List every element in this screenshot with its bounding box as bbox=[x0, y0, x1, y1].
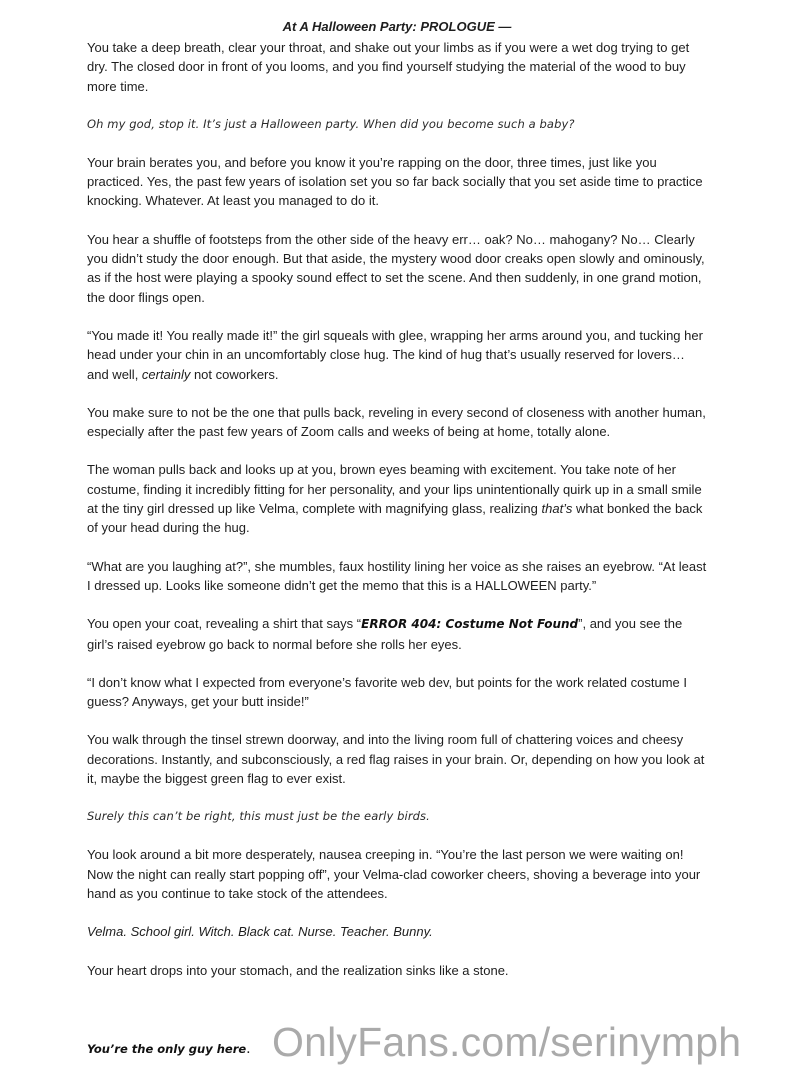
paragraph-8-text: You open your coat, revealing a shirt that says “ bbox=[87, 616, 362, 632]
paragraph-3: You hear a shuffle of footsteps from the other side of the heavy err… oak? No… mahogany? No… Clearly you didn’t study the door enough. But that aside, the mystery wood door creaks open slowly and ominously, as if the host were playing a spooky sound effect to set the scene. And then suddenly, in one grand motion, the door flings open. bbox=[87, 231, 705, 305]
paragraph-6-end: what bonked the back of your head during the hug. bbox=[87, 501, 703, 536]
final-period: . bbox=[246, 1040, 251, 1057]
paragraph-12: Your heart drops into your stomach, and the realization sinks like a stone. bbox=[87, 962, 509, 978]
final-line bbox=[87, 1040, 251, 1058]
paragraph-7: “What are you laughing at?”, she mumbles, faux hostility lining her voice as she raises an eyebrow. “At least I dressed up. Looks like someone didn’t get the memo that this is a HALLOWEEN party.” bbox=[87, 558, 707, 593]
emphasis-certainly: certainly bbox=[141, 366, 191, 382]
paragraph-1: You take a deep breath, clear your throat, and shake out your limbs as if you were a wet dog trying to get dry. The closed door in front of you looms, and you find yourself studying the material of the wood to buy more time. bbox=[87, 40, 690, 94]
inner-thought-1: Oh my god, stop it. It’s just a Halloween party. When did you become such a baby? bbox=[87, 116, 575, 131]
paragraph-10: You walk through the tinsel strewn doorway, and into the living room full of chattering voices and cheesy decorations. Instantly, and subconsciously, a red flag raises in your brain. Or, depending on how you look at it, maybe the biggest green flag to ever exist. bbox=[87, 732, 705, 787]
paragraph-9: “I don’t know what I expected from everyone’s favorite web dev, but points for the work related costume I guess? Anyways, get your butt inside!” bbox=[87, 674, 687, 710]
paragraph-11: You look around a bit more desperately, nausea creeping in. “You’re the last person we were waiting on! Now the night can really start popping off”, your Velma-clad coworker cheers, shoving a beverage into your hand as you continue to take stock of the attendees. bbox=[87, 847, 701, 901]
paragraph-4-end: not coworkers. bbox=[190, 366, 279, 382]
shirt-text: ERROR 404: Costume Not Found bbox=[361, 617, 579, 632]
paragraph-6 bbox=[87, 460, 707, 537]
chapter-title: At A Halloween Party: PROLOGUE — bbox=[282, 19, 512, 34]
paragraph-2: Your brain berates you, and before you know it you’re rapping on the door, three times, just like you practiced. Yes, the past few years of isolation set you so far back socially that you set aside time to practice knocking. Whatever. At least you managed to do it. bbox=[87, 154, 703, 209]
document-page bbox=[87, 18, 707, 999]
paragraph-8-end: ”, and you see the girl’s raised eyebrow go back to normal before she rolls her eyes. bbox=[87, 616, 683, 652]
emphasis-thats: that’s bbox=[541, 501, 573, 517]
inner-thought-3: Velma. School girl. Witch. Black cat. Nurse. Teacher. Bunny. bbox=[87, 924, 433, 940]
paragraph-4 bbox=[87, 326, 707, 384]
watermark: OnlyFans.com/serinymph bbox=[272, 1019, 742, 1065]
paragraph-6-text: The woman pulls back and looks up at you, brown eyes beaming with excitement. You take note of her costume, finding it incredibly fitting for her personality, and your lips unintentionally quirk up in a small smile at the tiny girl dressed up like Velma, complete with magnifying glass, realizing bbox=[87, 462, 702, 517]
inner-thought-4: You’re the only guy here bbox=[87, 1042, 247, 1056]
paragraph-4-text: “You made it! You really made it!” the girl squeals with glee, wrapping her arms around you, and tucking her head under your chin in an uncomfortably close hug. The kind of hug that’s usually reserved for lovers… and well, bbox=[87, 327, 703, 382]
inner-thought-2: Surely this can’t be right, this must just be the early birds. bbox=[87, 809, 430, 824]
paragraph-5: You make sure to not be the one that pulls back, reveling in every second of closeness with another human, especially after the past few years of Zoom calls and weeks of being at home, totally alone. bbox=[87, 404, 706, 440]
paragraph-8 bbox=[87, 614, 707, 654]
